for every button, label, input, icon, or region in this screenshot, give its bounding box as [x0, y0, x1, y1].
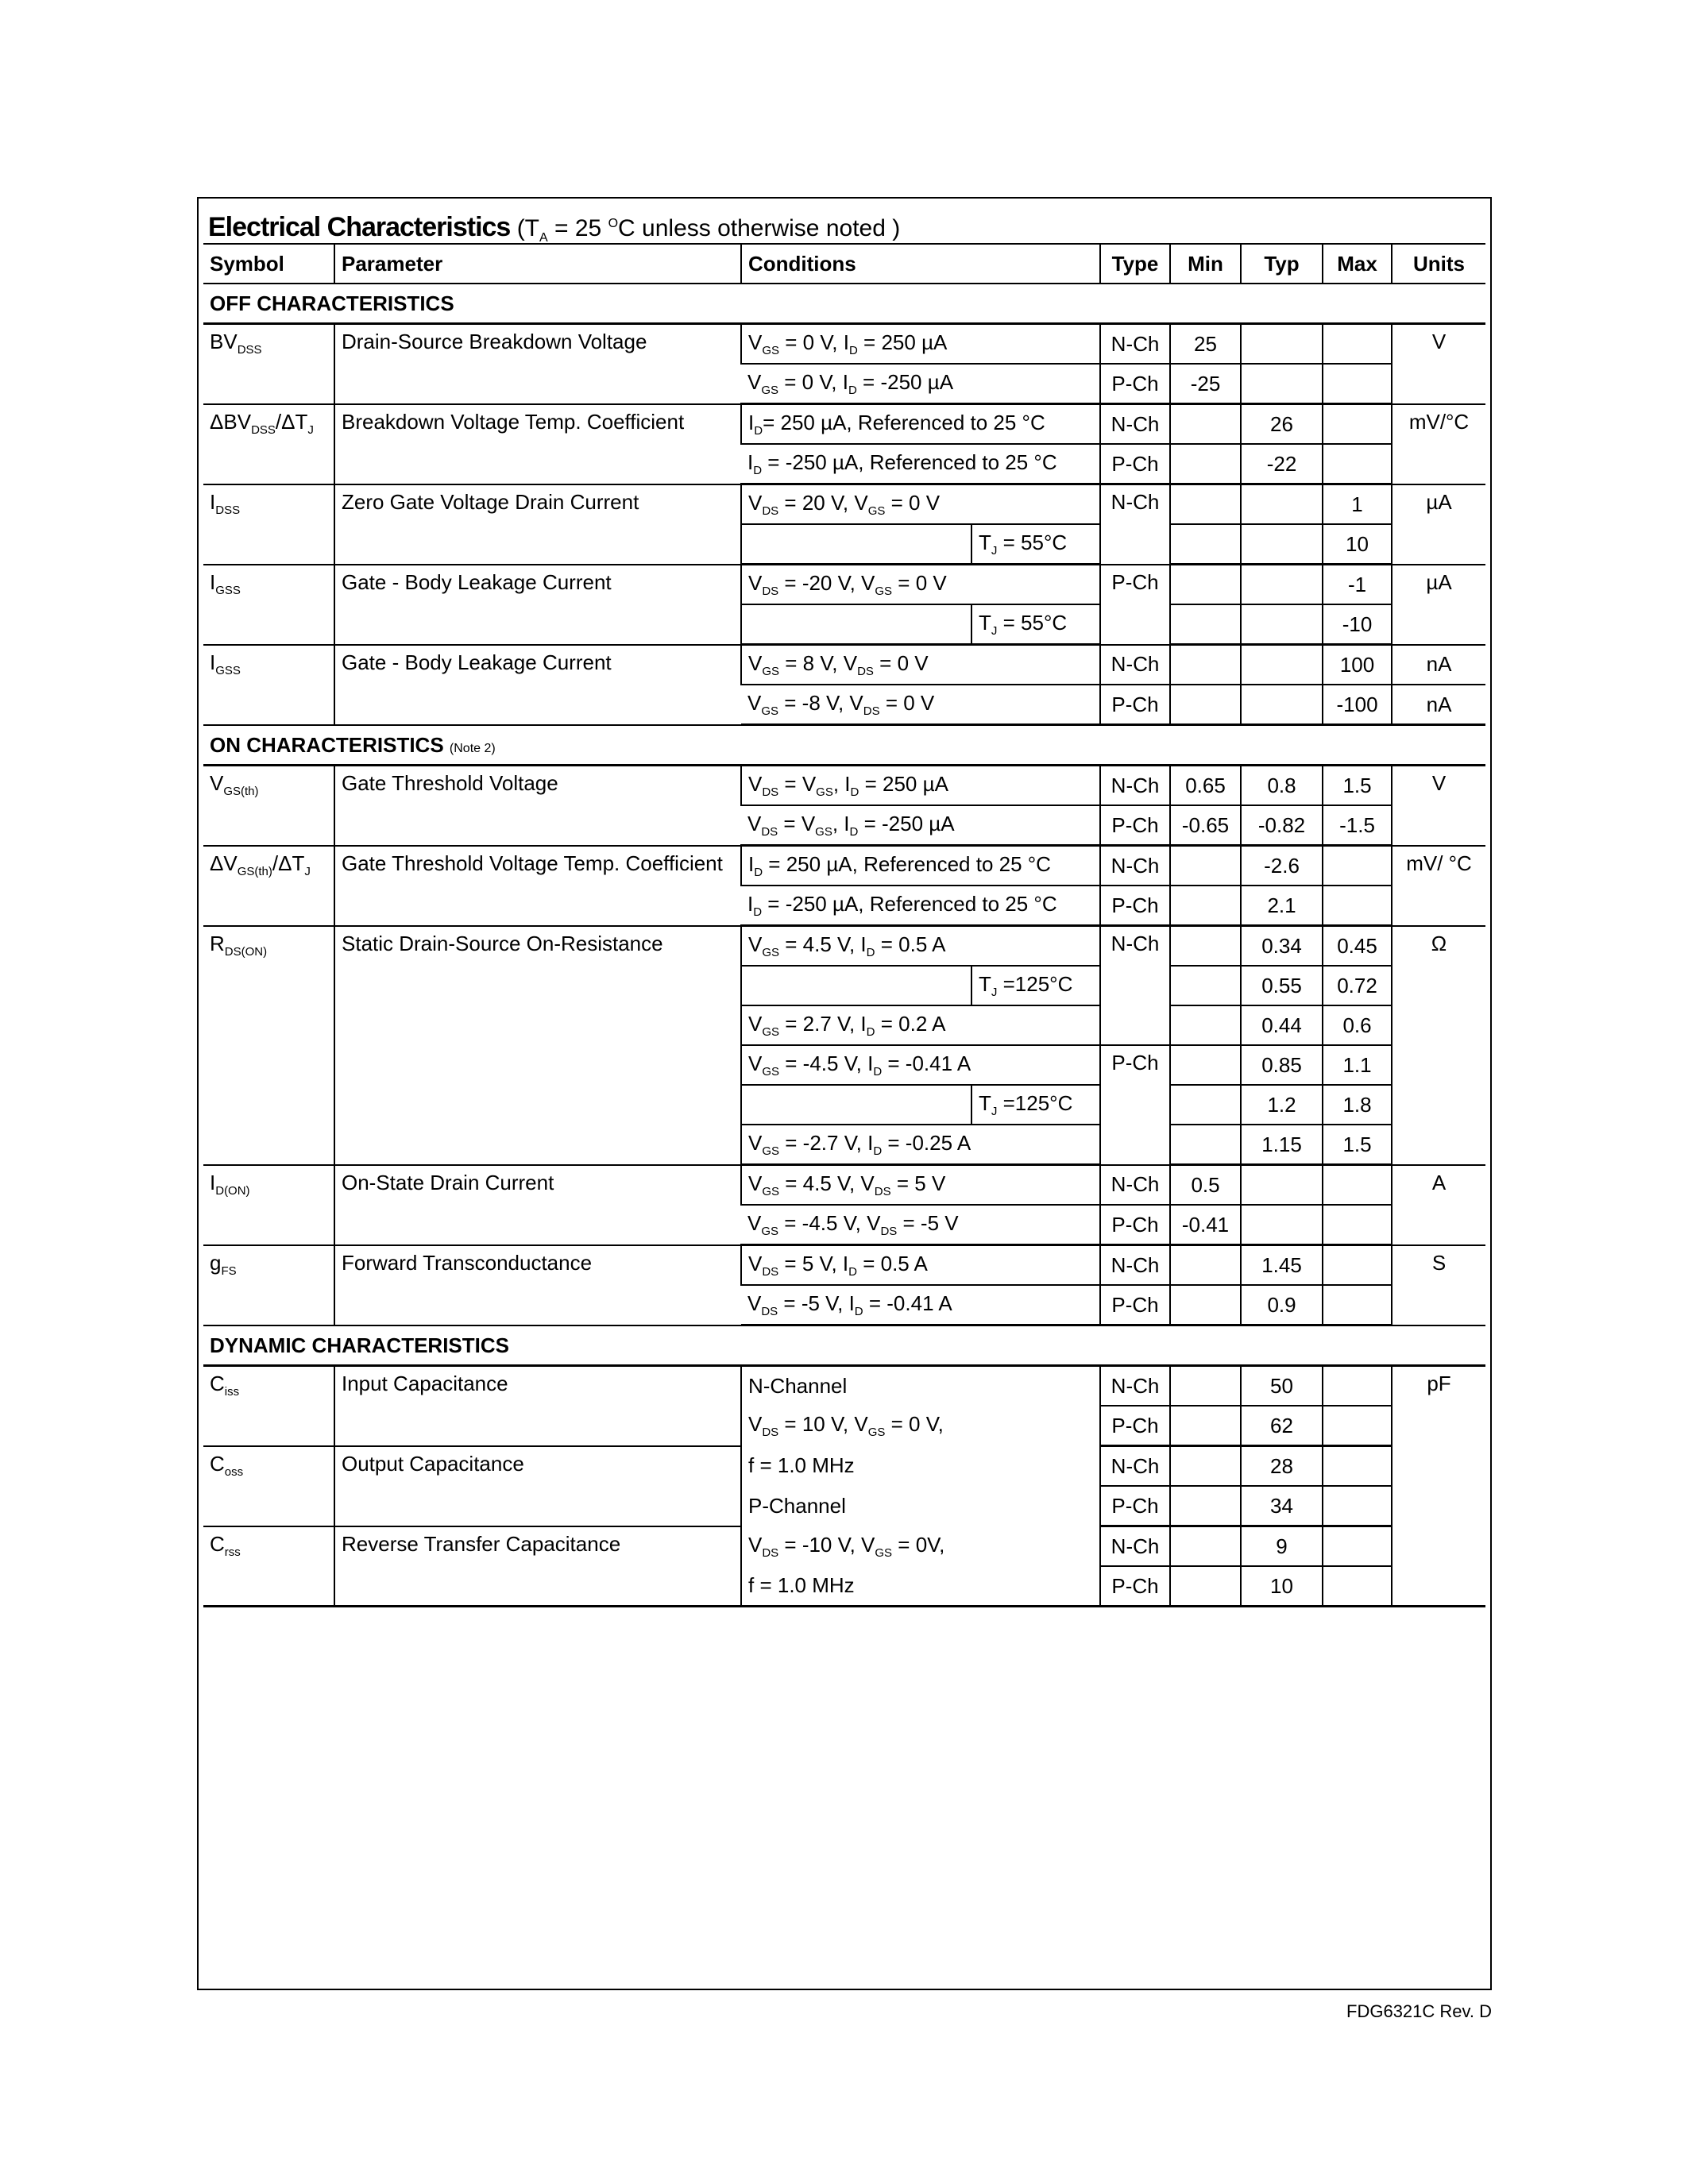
units-igss-1: µA	[1392, 565, 1485, 645]
units-igss-2-n: nA	[1392, 645, 1485, 685]
symbol-coss: $C_{oss}$	[203, 1446, 334, 1526]
typ-gfs-p: 0.9	[1241, 1285, 1323, 1325]
typ-igss-2-p	[1241, 685, 1323, 725]
cond-bvdss-n: $V_{GS} = 0$ V, $I_D = 250$ µA	[741, 324, 1100, 365]
min-gfs-n	[1170, 1245, 1241, 1286]
type-bvdss-n: N-Ch	[1100, 324, 1170, 365]
type-dvgs-n: N-Ch	[1100, 846, 1170, 886]
cond-igss-2-n: $V_{GS} = 8$ V, $V_{DS} = 0$ V	[741, 645, 1100, 685]
max-idss-1: 1	[1323, 484, 1392, 525]
param-rds: Static Drain-Source On-Resistance	[334, 926, 741, 1165]
typ-rds-1: 0.34	[1241, 926, 1323, 967]
units-capacitance: pF	[1392, 1366, 1485, 1607]
typ-idon-p	[1241, 1205, 1323, 1245]
units-igss-2-p: nA	[1392, 685, 1485, 725]
param-dbv: Breakdown Voltage Temp. Coefficient	[334, 404, 741, 484]
max-igss-2-p: -100	[1323, 685, 1392, 725]
symbol-idss: $I_{DSS}$	[203, 484, 334, 565]
max-rds-1: 0.45	[1323, 926, 1392, 967]
type-dbv-p: P-Ch	[1100, 444, 1170, 484]
typ-idss-2	[1241, 524, 1323, 565]
typ-rds-6: 1.15	[1241, 1125, 1323, 1165]
type-igss-2-n: N-Ch	[1100, 645, 1170, 685]
dyn-cond-4: P-Channel	[741, 1486, 1100, 1526]
typ-bvdss-p	[1241, 364, 1323, 404]
units-rds: Ω	[1392, 926, 1485, 1165]
typ-coss-n: 28	[1241, 1446, 1323, 1487]
max-igss-1a: -1	[1323, 565, 1392, 605]
type-gfs-p: P-Ch	[1100, 1285, 1170, 1325]
typ-igss-2-n	[1241, 645, 1323, 685]
cond-idon-p: $V_{GS} = -4.5$ V, $V_{DS} = -5$ V	[741, 1205, 1100, 1245]
min-dvgs-n	[1170, 846, 1241, 886]
symbol-dvgs: $\Delta V_{GS(th)}/\Delta T_J$	[203, 846, 334, 926]
units-gfs: S	[1392, 1245, 1485, 1325]
cond-dbv-p: $I_D = -250$ µA, Referenced to 25 °C	[741, 444, 1100, 484]
cond-rds-6: $V_{GS} = -2.7$ V, $I_D = -0.25$ A	[741, 1125, 1100, 1165]
cond-gfs-n: $V_{DS} = 5$ V, $I_D = 0.5$ A	[741, 1245, 1100, 1286]
min-crss-n	[1170, 1526, 1241, 1567]
min-dbv-p	[1170, 444, 1241, 484]
cond-gfs-p: $V_{DS} = -5$ V, $I_D = -0.41$ A	[741, 1285, 1100, 1325]
type-vgsth-n: N-Ch	[1100, 766, 1170, 806]
min-bvdss-p: -25	[1170, 364, 1241, 404]
max-rds-2: 0.72	[1323, 966, 1392, 1005]
typ-dvgs-n: -2.6	[1241, 846, 1323, 886]
type-dbv-n: N-Ch	[1100, 404, 1170, 445]
min-igss-2-p	[1170, 685, 1241, 725]
title-main: Electrical Characteristics	[208, 212, 511, 242]
dyn-cond-5: $V_{DS} = -10$ V, $V_{GS} = 0V$,	[741, 1526, 1100, 1567]
param-igss-2: Gate - Body Leakage Current	[334, 645, 741, 725]
max-dbv-p	[1323, 444, 1392, 484]
min-idon-n: 0.5	[1170, 1165, 1241, 1206]
max-idon-n	[1323, 1165, 1392, 1206]
cond-rds-3: $V_{GS} = 2.7$ V, $I_D = 0.2$ A	[741, 1005, 1100, 1045]
symbol-crss: $C_{rss}$	[203, 1526, 334, 1607]
typ-gfs-n: 1.45	[1241, 1245, 1323, 1286]
min-idss-1	[1170, 484, 1241, 525]
max-vgsth-p: -1.5	[1323, 805, 1392, 846]
col-type: Type	[1100, 244, 1170, 284]
typ-idon-n	[1241, 1165, 1323, 1206]
param-vgsth: Gate Threshold Voltage	[334, 766, 741, 846]
symbol-dbv: $\Delta BV_{DSS}/\Delta T_J$	[203, 404, 334, 484]
type-crss-n: N-Ch	[1100, 1526, 1170, 1567]
document-revision: FDG6321C Rev. D	[1346, 2001, 1492, 2021]
col-min: Min	[1170, 244, 1241, 284]
units-bvdss: V	[1392, 324, 1485, 404]
max-ciss-p	[1323, 1406, 1392, 1446]
typ-crss-p: 10	[1241, 1566, 1323, 1607]
min-rds-1	[1170, 926, 1241, 967]
type-idon-p: P-Ch	[1100, 1205, 1170, 1245]
symbol-idon: $I_{D(ON)}$	[203, 1165, 334, 1245]
cond-idss-spacer	[741, 524, 971, 565]
dyn-cond-3: f = 1.0 MHz	[741, 1446, 1100, 1487]
param-igss-1: Gate - Body Leakage Current	[334, 565, 741, 645]
min-vgsth-n: 0.65	[1170, 766, 1241, 806]
col-typ: Typ	[1241, 244, 1323, 284]
max-crss-n	[1323, 1526, 1392, 1567]
max-gfs-n	[1323, 1245, 1392, 1286]
typ-ciss-p: 62	[1241, 1406, 1323, 1446]
section-on: ON CHARACTERISTICS (Note 2)	[203, 725, 1485, 766]
units-idss: µA	[1392, 484, 1485, 565]
min-idon-p: -0.41	[1170, 1205, 1241, 1245]
col-symbol: Symbol	[203, 244, 334, 284]
min-rds-3	[1170, 1005, 1241, 1045]
type-idon-n: N-Ch	[1100, 1165, 1170, 1206]
min-coss-n	[1170, 1446, 1241, 1487]
typ-coss-p: 34	[1241, 1486, 1323, 1526]
section-off: OFF CHARACTERISTICS	[203, 284, 1485, 324]
type-igss-2-p: P-Ch	[1100, 685, 1170, 725]
typ-igss-1b	[1241, 604, 1323, 645]
col-parameter: Parameter	[334, 244, 741, 284]
min-gfs-p	[1170, 1285, 1241, 1325]
min-vgsth-p: -0.65	[1170, 805, 1241, 846]
cond-vgsth-p: $V_{DS} = V_{GS}$, $I_D = -250$ µA	[741, 805, 1100, 846]
typ-rds-5: 1.2	[1241, 1085, 1323, 1125]
cond-dbv-n: $I_D= 250$ µA, Referenced to 25 °C	[741, 404, 1100, 445]
max-dvgs-p	[1323, 886, 1392, 926]
min-ciss-p	[1170, 1406, 1241, 1446]
units-dvgs: mV/ °C	[1392, 846, 1485, 926]
type-crss-p: P-Ch	[1100, 1566, 1170, 1607]
header-row	[203, 244, 1485, 284]
max-gfs-p	[1323, 1285, 1392, 1325]
col-max: Max	[1323, 244, 1392, 284]
type-dvgs-p: P-Ch	[1100, 886, 1170, 926]
type-rds-p: P-Ch	[1100, 1045, 1170, 1165]
cond-vgsth-n: $V_{DS} = V_{GS}$, $I_D = 250$ µA	[741, 766, 1100, 806]
cond-rds-1: $V_{GS} = 4.5$ V, $I_D = 0.5$ A	[741, 926, 1100, 967]
typ-ciss-n: 50	[1241, 1366, 1323, 1406]
min-igss-1b	[1170, 604, 1241, 645]
min-bvdss-n: 25	[1170, 324, 1241, 365]
cond-rds-2: $T_J =125^\circ C$	[971, 966, 1100, 1005]
units-dbv: mV/°C	[1392, 404, 1485, 484]
typ-dbv-p: -22	[1241, 444, 1323, 484]
type-igss-1: P-Ch	[1100, 565, 1170, 645]
max-vgsth-n: 1.5	[1323, 766, 1392, 806]
max-idss-2: 10	[1323, 524, 1392, 565]
col-units: Units	[1392, 244, 1485, 284]
min-igss-2-n	[1170, 645, 1241, 685]
param-gfs: Forward Transconductance	[334, 1245, 741, 1325]
typ-crss-n: 9	[1241, 1526, 1323, 1567]
typ-rds-2: 0.55	[1241, 966, 1323, 1005]
cond-dvgs-n: $I_D = 250$ µA, Referenced to 25 °C	[741, 846, 1100, 886]
param-crss: Reverse Transfer Capacitance	[334, 1526, 741, 1607]
typ-dbv-n: 26	[1241, 404, 1323, 445]
title-conditions-note: ($T_A = 25$ $^O$C unless otherwise noted )	[516, 215, 901, 245]
param-idon: On-State Drain Current	[334, 1165, 741, 1245]
max-igss-2-n: 100	[1323, 645, 1392, 685]
max-crss-p	[1323, 1566, 1392, 1607]
min-idss-2	[1170, 524, 1241, 565]
max-rds-3: 0.6	[1323, 1005, 1392, 1045]
param-ciss: Input Capacitance	[334, 1366, 741, 1446]
cond-igss-2-p: $V_{GS} = -8$ V, $V_{DS} = 0$ V	[741, 685, 1100, 725]
type-ciss-n: N-Ch	[1100, 1366, 1170, 1406]
max-ciss-n	[1323, 1366, 1392, 1406]
min-rds-5	[1170, 1085, 1241, 1125]
type-idss: N-Ch	[1100, 484, 1170, 565]
type-vgsth-p: P-Ch	[1100, 805, 1170, 846]
min-rds-2	[1170, 966, 1241, 1005]
typ-idss-1	[1241, 484, 1323, 525]
cond-rds-5-spacer	[741, 1085, 971, 1125]
min-ciss-n	[1170, 1366, 1241, 1406]
typ-vgsth-n: 0.8	[1241, 766, 1323, 806]
symbol-ciss: $C_{iss}$	[203, 1366, 334, 1446]
max-coss-p	[1323, 1486, 1392, 1526]
dyn-cond-1: N-Channel	[741, 1366, 1100, 1406]
max-dbv-n	[1323, 404, 1392, 445]
max-rds-6: 1.5	[1323, 1125, 1392, 1165]
units-idon: A	[1392, 1165, 1485, 1245]
typ-dvgs-p: 2.1	[1241, 886, 1323, 926]
max-dvgs-n	[1323, 846, 1392, 886]
electrical-characteristics-table	[203, 243, 1485, 1607]
symbol-vgsth: $V_{GS(th)}$	[203, 766, 334, 846]
type-bvdss-p: P-Ch	[1100, 364, 1170, 404]
cond-idss: $V_{DS} = 20$ V, $V_{GS} = 0$ V	[741, 484, 1100, 525]
cond-idon-n: $V_{GS} = 4.5$ V, $V_{DS} = 5$ V	[741, 1165, 1100, 1206]
max-bvdss-n	[1323, 324, 1392, 365]
cond-bvdss-p: $V_{GS} = 0$ V, $I_D = -250$ µA	[741, 364, 1100, 404]
max-igss-1b: -10	[1323, 604, 1392, 645]
cond-igss-1-spacer	[741, 604, 971, 645]
type-coss-p: P-Ch	[1100, 1486, 1170, 1526]
param-idss: Zero Gate Voltage Drain Current	[334, 484, 741, 565]
cond-rds-5: $T_J =125^\circ C$	[971, 1085, 1100, 1125]
typ-bvdss-n	[1241, 324, 1323, 365]
symbol-igss-2: $I_{GSS}$	[203, 645, 334, 725]
max-rds-5: 1.8	[1323, 1085, 1392, 1125]
cond-dvgs-p: $I_D = -250$ µA, Referenced to 25 °C	[741, 886, 1100, 926]
typ-rds-4: 0.85	[1241, 1045, 1323, 1085]
cond-idss-tj: $T_J = 55^\circ C$	[971, 524, 1100, 565]
cond-igss-1-tj: $T_J = 55^\circ C$	[971, 604, 1100, 645]
max-idon-p	[1323, 1205, 1392, 1245]
min-dbv-n	[1170, 404, 1241, 445]
param-bvdss: Drain-Source Breakdown Voltage	[334, 324, 741, 404]
type-ciss-p: P-Ch	[1100, 1406, 1170, 1446]
min-rds-4	[1170, 1045, 1241, 1085]
type-coss-n: N-Ch	[1100, 1446, 1170, 1487]
typ-vgsth-p: -0.82	[1241, 805, 1323, 846]
section-dynamic: DYNAMIC CHARACTERISTICS	[203, 1325, 1485, 1366]
symbol-igss-1: $I_{GSS}$	[203, 565, 334, 645]
dyn-cond-2: $V_{DS} = 10$ V, $V_{GS} = 0$ V,	[741, 1406, 1100, 1446]
cond-igss-1: $V_{DS} = -20$ V, $V_{GS} = 0$ V	[741, 565, 1100, 605]
max-bvdss-p	[1323, 364, 1392, 404]
max-coss-n	[1323, 1446, 1392, 1487]
type-rds-n: N-Ch	[1100, 926, 1170, 1046]
min-coss-p	[1170, 1486, 1241, 1526]
symbol-rds: $R_{DS(ON)}$	[203, 926, 334, 1165]
min-dvgs-p	[1170, 886, 1241, 926]
symbol-gfs: $g_{FS}$	[203, 1245, 334, 1325]
col-conditions: Conditions	[741, 244, 1100, 284]
cond-rds-2-spacer	[741, 966, 971, 1005]
units-vgsth: V	[1392, 766, 1485, 846]
min-crss-p	[1170, 1566, 1241, 1607]
param-coss: Output Capacitance	[334, 1446, 741, 1526]
table-title	[208, 205, 1479, 243]
typ-rds-3: 0.44	[1241, 1005, 1323, 1045]
min-igss-1a	[1170, 565, 1241, 605]
max-rds-4: 1.1	[1323, 1045, 1392, 1085]
type-gfs-n: N-Ch	[1100, 1245, 1170, 1286]
param-dvgs: Gate Threshold Voltage Temp. Coefficient	[334, 846, 741, 926]
typ-igss-1a	[1241, 565, 1323, 605]
symbol-bvdss: $BV_{DSS}$	[203, 324, 334, 404]
min-rds-6	[1170, 1125, 1241, 1165]
cond-rds-4: $V_{GS} = -4.5$ V, $I_D = -0.41$ A	[741, 1045, 1100, 1085]
dyn-cond-6: f = 1.0 MHz	[741, 1566, 1100, 1607]
